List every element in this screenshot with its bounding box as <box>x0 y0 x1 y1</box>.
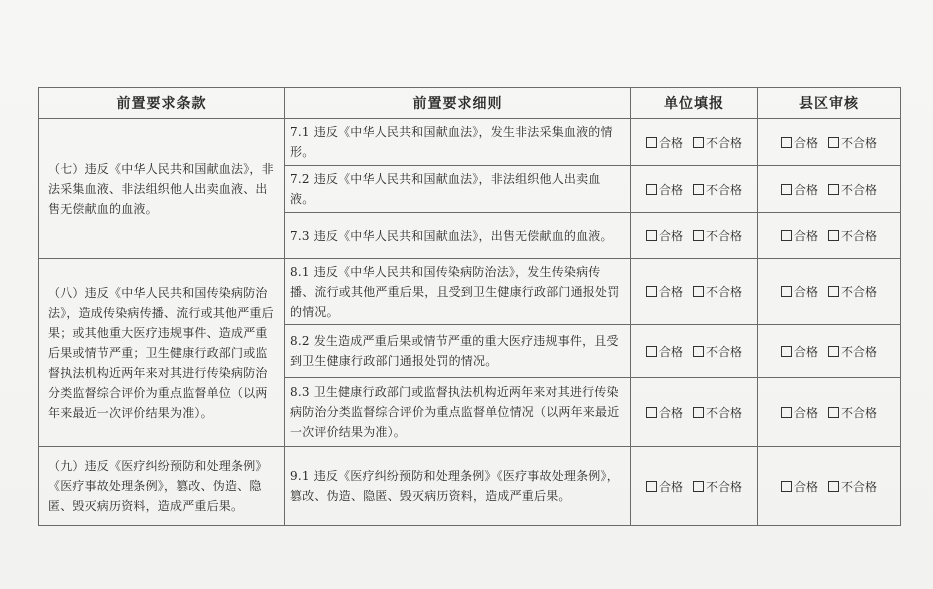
header-detail: 前置要求细则 <box>285 88 631 119</box>
checkbox-box[interactable] <box>693 407 704 418</box>
unit-report-cell <box>631 447 758 526</box>
county-review-cell <box>758 119 901 166</box>
checkbox-box[interactable] <box>781 346 792 357</box>
fail-label: 不合格 <box>706 479 743 494</box>
checkbox-box[interactable] <box>646 230 657 241</box>
unit-report-cell <box>631 119 758 166</box>
checkbox-box[interactable] <box>828 346 839 357</box>
fail-checkbox[interactable] <box>693 478 742 495</box>
table-row <box>39 447 901 526</box>
fail-checkbox[interactable] <box>828 283 877 300</box>
clause-cell: （八）违反《中华人民共和国传染病防治法》，造成传染病传播、流行或其他严重后果；或其他重大医疗违规事件、造成严重后果或情节严重；卫生健康行政部门或监督执法机构近两年来对其进行传染病防治分类监督综合评价为重点监督单位（以两年来最近一次评价结果为准）。 <box>39 259 285 447</box>
checkbox-box[interactable] <box>828 286 839 297</box>
pass-checkbox[interactable] <box>646 404 683 421</box>
header-unit-report: 单位填报 <box>631 88 758 119</box>
fail-label: 不合格 <box>841 229 878 243</box>
detail-cell: 7.3 违反《中华人民共和国献血法》，出售无偿献血的血液。 <box>285 213 631 259</box>
fail-checkbox[interactable] <box>693 227 742 244</box>
detail-cell: 8.1 违反《中华人民共和国传染病防治法》，发生传染病传播、流行或其他严重后果，且受到卫生健康行政部门通报处罚的情况。 <box>285 259 631 325</box>
fail-label: 不合格 <box>706 405 743 420</box>
fail-label: 不合格 <box>841 479 878 494</box>
fail-checkbox[interactable] <box>828 227 877 244</box>
detail-cell: 8.2 发生造成严重后果或情节严重的重大医疗违规事件，且受到卫生健康行政部门通报处罚的情况。 <box>285 325 631 378</box>
checkbox-box[interactable] <box>828 230 839 241</box>
fail-checkbox[interactable] <box>693 283 742 300</box>
pass-checkbox[interactable] <box>646 181 683 198</box>
pass-label: 合格 <box>793 229 818 243</box>
clause-cell: （七）违反《中华人民共和国献血法》，非法采集血液、非法组织他人出卖血液、出售无偿献血的血液。 <box>39 119 285 259</box>
fail-checkbox[interactable] <box>828 343 877 360</box>
fail-label: 不合格 <box>706 229 743 243</box>
county-review-cell <box>758 259 901 325</box>
pass-label: 合格 <box>658 285 683 299</box>
table-row <box>39 259 901 325</box>
pass-checkbox[interactable] <box>781 181 818 198</box>
checkbox-box[interactable] <box>646 346 657 357</box>
fail-label: 不合格 <box>841 405 878 420</box>
pass-checkbox[interactable] <box>781 134 818 151</box>
checkbox-box[interactable] <box>781 184 792 195</box>
fail-label: 不合格 <box>841 344 878 359</box>
detail-cell: 9.1 违反《医疗纠纷预防和处理条例》《医疗事故处理条例》，篡改、伪造、隐匿、毁灭病历资料，造成严重后果。 <box>285 447 631 526</box>
pass-label: 合格 <box>658 229 683 243</box>
checkbox-box[interactable] <box>781 137 792 148</box>
requirements-table <box>38 87 901 526</box>
county-review-cell <box>758 325 901 378</box>
checkbox-box[interactable] <box>693 346 704 357</box>
checkbox-box[interactable] <box>693 481 704 492</box>
fail-label: 不合格 <box>841 182 878 197</box>
unit-report-cell <box>631 259 758 325</box>
county-review-cell <box>758 213 901 259</box>
fail-checkbox[interactable] <box>828 134 877 151</box>
checkbox-box[interactable] <box>828 407 839 418</box>
pass-label: 合格 <box>658 135 683 150</box>
clause-cell: （九）违反《医疗纠纷预防和处理条例》《医疗事故处理条例》，篡改、伪造、隐匿、毁灭病历资料，造成严重后果。 <box>39 447 285 526</box>
checkbox-box[interactable] <box>646 286 657 297</box>
unit-report-cell <box>631 378 758 447</box>
checkbox-box[interactable] <box>781 286 792 297</box>
checkbox-box[interactable] <box>828 184 839 195</box>
detail-cell: 7.1 违反《中华人民共和国献血法》，发生非法采集血液的情形。 <box>285 119 631 166</box>
checkbox-box[interactable] <box>646 481 657 492</box>
unit-report-cell <box>631 325 758 378</box>
checkbox-box[interactable] <box>646 137 657 148</box>
pass-label: 合格 <box>658 479 683 494</box>
fail-label: 不合格 <box>841 285 878 299</box>
pass-label: 合格 <box>658 344 683 359</box>
fail-checkbox[interactable] <box>693 343 742 360</box>
pass-checkbox[interactable] <box>781 343 818 360</box>
checkbox-box[interactable] <box>781 481 792 492</box>
fail-label: 不合格 <box>706 135 743 150</box>
county-review-cell <box>758 447 901 526</box>
checkbox-box[interactable] <box>646 184 657 195</box>
checkbox-box[interactable] <box>828 137 839 148</box>
checkbox-box[interactable] <box>781 230 792 241</box>
fail-checkbox[interactable] <box>693 134 742 151</box>
pass-checkbox[interactable] <box>781 478 818 495</box>
detail-cell: 7.2 违反《中华人民共和国献血法》，非法组织他人出卖血液。 <box>285 166 631 213</box>
fail-label: 不合格 <box>706 285 743 299</box>
pass-label: 合格 <box>793 135 818 150</box>
header-county-review: 县区审核 <box>758 88 901 119</box>
checkbox-box[interactable] <box>693 137 704 148</box>
fail-checkbox[interactable] <box>693 404 742 421</box>
pass-checkbox[interactable] <box>646 227 683 244</box>
header-row <box>39 88 901 119</box>
pass-label: 合格 <box>658 182 683 197</box>
fail-label: 不合格 <box>841 135 878 150</box>
fail-checkbox[interactable] <box>828 181 877 198</box>
pass-label: 合格 <box>793 344 818 359</box>
unit-report-cell <box>631 166 758 213</box>
pass-label: 合格 <box>793 405 818 420</box>
fail-checkbox[interactable] <box>828 404 877 421</box>
pass-checkbox[interactable] <box>781 404 818 421</box>
pass-checkbox[interactable] <box>781 227 818 244</box>
pass-checkbox[interactable] <box>646 283 683 300</box>
fail-label: 不合格 <box>706 344 743 359</box>
county-review-cell <box>758 166 901 213</box>
checkbox-box[interactable] <box>693 286 704 297</box>
fail-checkbox[interactable] <box>828 478 877 495</box>
header-clause: 前置要求条款 <box>39 88 285 119</box>
checkbox-box[interactable] <box>828 481 839 492</box>
table-row <box>39 119 901 166</box>
pass-checkbox[interactable] <box>646 478 683 495</box>
county-review-cell <box>758 378 901 447</box>
detail-cell: 8.3 卫生健康行政部门或监督执法机构近两年来对其进行传染病防治分类监督综合评价为重点监督单位情况（以两年来最近一次评价结果为准）。 <box>285 378 631 447</box>
pass-checkbox[interactable] <box>781 283 818 300</box>
pass-label: 合格 <box>793 479 818 494</box>
fail-checkbox[interactable] <box>693 181 742 198</box>
pass-label: 合格 <box>658 405 683 420</box>
checkbox-box[interactable] <box>781 407 792 418</box>
pass-checkbox[interactable] <box>646 343 683 360</box>
fail-label: 不合格 <box>706 182 743 197</box>
pass-label: 合格 <box>793 182 818 197</box>
pass-checkbox[interactable] <box>646 134 683 151</box>
checkbox-box[interactable] <box>693 230 704 241</box>
unit-report-cell <box>631 213 758 259</box>
checkbox-box[interactable] <box>646 407 657 418</box>
checkbox-box[interactable] <box>693 184 704 195</box>
pass-label: 合格 <box>793 285 818 299</box>
